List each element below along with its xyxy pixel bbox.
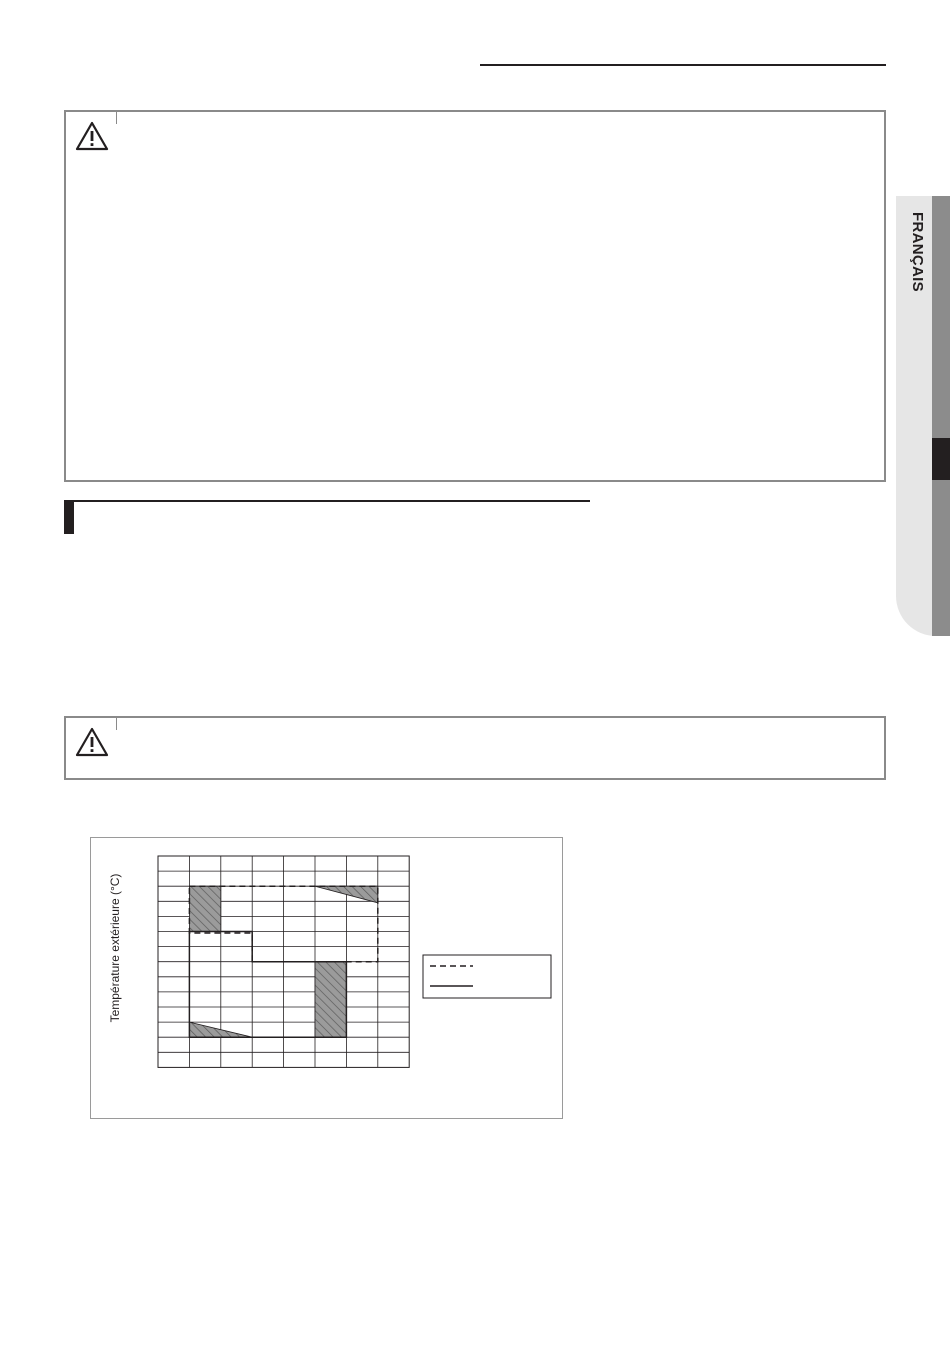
language-label: FRANÇAIS	[909, 212, 926, 292]
section-rule	[64, 500, 590, 502]
hatched-region	[189, 886, 220, 931]
language-tab-strip	[932, 196, 950, 636]
warning-triangle-icon	[74, 726, 110, 758]
caution-tick	[116, 110, 117, 124]
legend-box	[423, 955, 551, 998]
caution-box-top	[64, 110, 886, 482]
language-tab-marker	[932, 438, 950, 480]
y-axis-label: Température extérieure (°C)	[108, 873, 122, 1023]
chart-legend	[423, 955, 551, 998]
hatched-region	[315, 962, 346, 1037]
warning-triangle-icon	[74, 120, 110, 152]
header-rule	[480, 64, 886, 66]
section-marker	[64, 500, 74, 534]
caution-tick	[116, 716, 117, 730]
operating-range-chart	[90, 837, 563, 1119]
chart-svg	[91, 838, 562, 1118]
caution-box-bottom	[64, 716, 886, 780]
